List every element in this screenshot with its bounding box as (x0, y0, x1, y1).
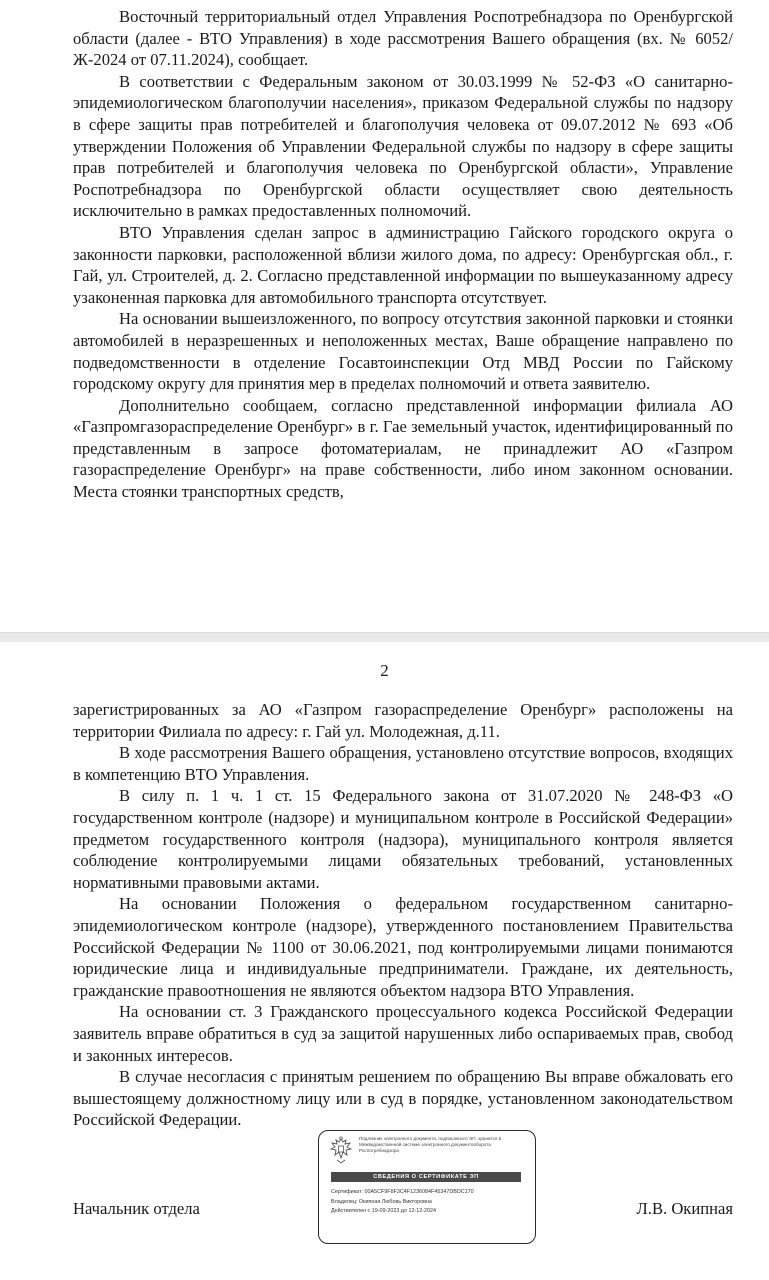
paragraph: В случае несогласия с принятым решением по обращению Вы вправе обжаловать его вышестоящему должностному лицу или в суд в порядке, установленном законодательством Российской Федерации. (73, 1067, 733, 1130)
page-1-body (73, 6, 733, 503)
stamp-validity: Действителен с 19-09-2023 до 12-12-2024 (331, 1208, 437, 1214)
paragraph: На основании Положения о федеральном государственном санитарно-эпидемиологическом контроле (надзоре), утвержденного постановлением Правительства Российской Федерации № 1100 от 30.06.2021, под контролируемыми лицами понимаются юридические лица и индивидуальные предприниматели. Граждане, их деятельность, гражданские правоотношения не являются объектом надзора ВТО Управления. (73, 894, 733, 1000)
paragraph: Дополнительно сообщаем, согласно представленной информации филиала АО «Газпромгазораспределение Оренбург» в г. Гае земельный участок, идентифицированный по представленным в запросе фотоматериалам, не принадлежит АО «Газпром газораспределение Оренбург» на праве собственности, либо ином законном основании. Места стоянки транспортных средств, (73, 395, 733, 502)
stamp-details (331, 1188, 527, 1217)
paragraph: Восточный территориальный отдел Управления Роспотребнадзора по Оренбургской области (далее - ВТО Управления) в ходе рассмотрения Вашего обращения (вх. № 6052/Ж-2024 от 07.11.2024), сообщает. (73, 7, 733, 70)
signature-role: Начальник отдела (73, 1199, 200, 1218)
document-page-2 (0, 642, 769, 1280)
stamp-header-text: Подлинник электронного документа, подписанного ЭП, хранится в Межведомственной системе электронного документооборота Роспотребнадзора (359, 1136, 502, 1153)
stamp-band-title: СВЕДЕНИЯ О СЕРТИФИКАТЕ ЭП (331, 1172, 521, 1182)
paragraph: На основании вышеизложенного, по вопросу отсутствия законной парковки и стоянки автомобилей в неразрешенных и неположенных местах, Ваше обращение направлено по подведомственности в отделение Госавтоинспекции Отд МВД России по Гайскому городскому округу для принятия мер в пределах полномочий и ответа заявителю. (73, 309, 733, 394)
paragraph: На основании ст. 3 Гражданского процессуального кодекса Российской Федерации заявитель вправе обратиться в суд за защитой нарушенных либо оспариваемых прав, свобод и законных интересов. (73, 1002, 733, 1065)
stamp-owner: Владелец: Окипная Любовь Викторовна (331, 1198, 432, 1205)
stamp-certificate: Сертификат: 00A5CF9F8F3C4F1236084F45347DBDC170 (331, 1189, 474, 1195)
paragraph: В силу п. 1 ч. 1 ст. 15 Федерального закона от 31.07.2020 № 248-ФЗ «О государственном контроле (надзоре) и муниципальном контроле в Российской Федерации» предметом государственного контроля (надзора), муниципального контроля является соблюдение контролируемыми лицами обязательных требований, установленных нормативными правовыми актами. (73, 786, 733, 892)
paragraph: В соответствии с Федеральным законом от 30.03.1999 № 52-ФЗ «О санитарно-эпидемиологическом благополучии населения», приказом Федеральной службы по надзору в сфере защиты прав потребителей и благополучия человека от 09.07.2012 № 693 «Об утверждении Положения об Управлении Федеральной службы по надзору в сфере защиты прав потребителей и благополучия человека по Оренбургской области», Управление Роспотребнадзора по Оренбургской области осуществляет свою деятельность исключительно в рамках предоставленных полномочий. (73, 71, 733, 221)
russian-coat-of-arms-icon (328, 1136, 354, 1166)
page-number: 2 (380, 661, 389, 680)
signature-name: Л.В. Окипная (636, 1199, 733, 1218)
page-2-body (73, 699, 733, 1131)
paragraph: В ходе рассмотрения Вашего обращения, установлено отсутствие вопросов, входящих в компетенцию ВТО Управления. (73, 743, 733, 784)
paragraph: ВТО Управления сделан запрос в администрацию Гайского городского округа о законности парковки, расположенной вблизи жилого дома, по адресу: Оренбургская обл., г. Гай, ул. Строителей, д. 2. Согласно представленной информации по вышеуказанному адресу узаконенная парковка для автомобильного транспорта отсутствует. (73, 222, 733, 307)
paragraph-continuation: зарегистрированных за АО «Газпром газораспределение Оренбург» расположены на территории Филиала по адресу: г. Гай ул. Молодежная, д.11. (73, 700, 733, 741)
document-page-1 (0, 0, 769, 632)
electronic-signature-stamp (318, 1130, 536, 1244)
